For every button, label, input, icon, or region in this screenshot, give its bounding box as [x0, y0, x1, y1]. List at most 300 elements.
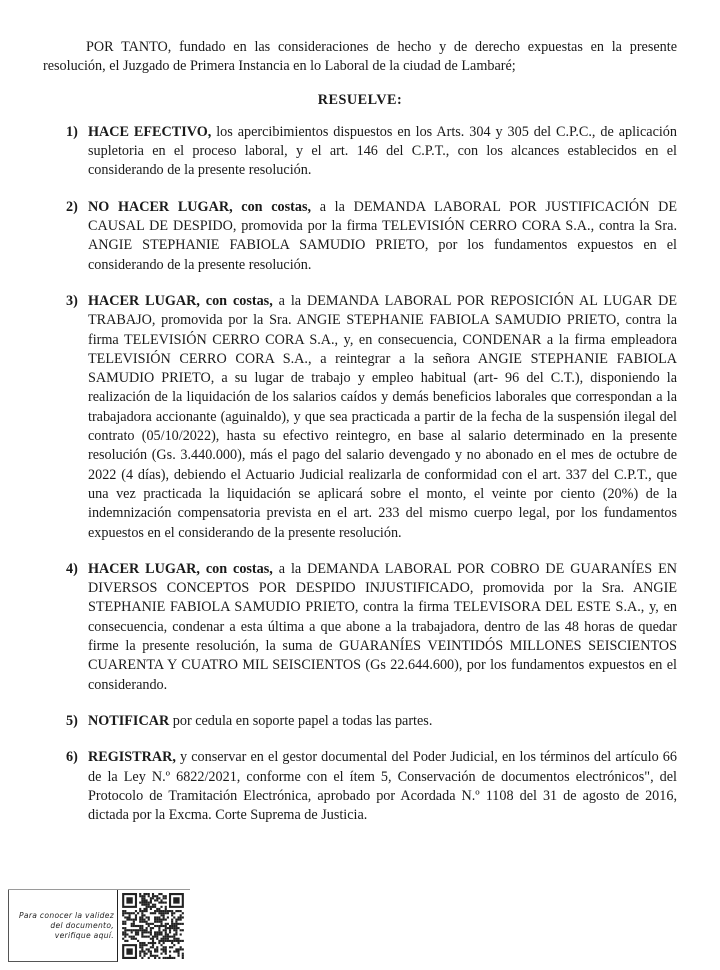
qr-module [169, 925, 171, 927]
qr-module [126, 919, 128, 921]
qr-module [171, 942, 173, 944]
qr-module [133, 919, 135, 921]
qr-module [141, 921, 143, 923]
qr-module [165, 923, 167, 925]
qr-module [137, 931, 139, 933]
resolution-item-4 [66, 560, 677, 695]
qr-module [141, 904, 143, 906]
qr-module [148, 902, 150, 904]
qr-module [124, 910, 126, 912]
item-text: a la DEMANDA LABORAL POR REPOSICIÓN AL LUGAR DE TRABAJO, promovida por la Sra. ANGIE STEPHANIE FABIOLA SAMUDIO PRIETO, contra la firma TELEVISIÓN CERRO CORA S.A., y, en consecuencia, CONDENAR a la firma empleadora TELEVISIÓN CERRO CORA S.A., a reintegrar a la señora ANGIE STEPHANIE FABIOLA SAMUDIO PRIETO, a su lugar de trabajo y empleo habitual (art- 96 del C.T.), disponiendo la realización de la liquidación de los salarios caídos y demás beneficios laborales que correspondan a la trabajadora accionante (aguinaldo), y que sea practicada a partir de la fecha de la suspensión ilegal del contrato (05/10/2022), hasta su efectivo reintegro, en base al salario determinado en la presente resolución (Gs. 3.440.000), más el pago del salario devengado y no abonado en el mes de octubre de 2022 (4 días), debiendo el Actuario Judicial realizarla de conformidad con el art. 337 del C.P.T., que una vez practicada la liquidación se aplicará sobre el monto, el veinte por ciento (20%) de la indemnización compensatoria prevista en el art. 233 del mismo cuerpo legal, por los fundamentos expuestos en el considerando de la presente resolución. [88, 292, 677, 541]
qr-module [175, 927, 177, 929]
qr-module [135, 919, 137, 921]
qr-finder-pattern [173, 897, 179, 903]
qr-module [135, 925, 137, 927]
resolution-item-3 [66, 292, 677, 543]
qr-module [160, 921, 162, 923]
qr-module [141, 927, 143, 929]
qr-module [158, 902, 160, 904]
qr-module [173, 929, 175, 931]
qr-module [165, 902, 167, 904]
qr-module [163, 895, 165, 897]
qr-module [146, 931, 148, 933]
qr-module [150, 906, 152, 908]
qr-module [146, 948, 148, 950]
qr-module [158, 931, 160, 933]
qr-module [175, 933, 177, 935]
qr-module [131, 936, 133, 938]
qr-module [143, 955, 145, 957]
qr-module [169, 955, 171, 957]
qr-module [143, 904, 145, 906]
qr-module [165, 927, 167, 929]
qr-module [150, 899, 152, 901]
qr-module [143, 895, 145, 897]
item-number: 6) [66, 749, 78, 766]
qr-module [165, 940, 167, 942]
qr-module [122, 938, 124, 940]
qr-module [148, 925, 150, 927]
qr-module [143, 897, 145, 899]
qr-module [156, 919, 158, 921]
qr-module [156, 899, 158, 901]
qr-module [180, 923, 182, 925]
qr-module [158, 957, 160, 959]
qr-module [152, 946, 154, 948]
qr-module [175, 948, 177, 950]
qr-module [124, 921, 126, 923]
resolution-item-1 [66, 123, 677, 181]
qr-module [180, 946, 182, 948]
qr-module [177, 923, 179, 925]
qr-module [156, 948, 158, 950]
qr-module [141, 902, 143, 904]
qr-module [133, 925, 135, 927]
qr-module [160, 912, 162, 914]
qr-module [156, 925, 158, 927]
qr-module [146, 916, 148, 918]
qr-module [171, 927, 173, 929]
qr-module [122, 927, 124, 929]
item-text: por cedula en soporte papel a todas las partes. [169, 712, 433, 729]
qr-module [160, 948, 162, 950]
qr-module [124, 940, 126, 942]
qr-module [148, 931, 150, 933]
qr-module [139, 929, 141, 931]
qr-module [167, 957, 169, 959]
qr-module [135, 929, 137, 931]
qr-module [165, 925, 167, 927]
qr-module [154, 950, 156, 952]
qr-module [141, 895, 143, 897]
qr-module [167, 938, 169, 940]
qr-module [175, 921, 177, 923]
qr-module [177, 916, 179, 918]
qr-module [139, 946, 141, 948]
qr-module [175, 929, 177, 931]
qr-module [137, 912, 139, 914]
qr-module [133, 929, 135, 931]
qr-module [169, 946, 171, 948]
qr-module [139, 944, 141, 946]
qr-module [173, 957, 175, 959]
qr-module [165, 950, 167, 952]
qr-module [171, 914, 173, 916]
qr-module [133, 912, 135, 914]
qr-module [152, 895, 154, 897]
qr-module [154, 942, 156, 944]
qr-module [160, 925, 162, 927]
qr-module [154, 948, 156, 950]
qr-module [182, 953, 184, 955]
item-text: a la DEMANDA LABORAL POR JUSTIFICACIÓN DE CAUSAL DE DESPIDO, promovida por la firma TELEVISIÓN CERRO CORA S.A., contra la Sra. ANGIE STEPHANIE FABIOLA SAMUDIO PRIETO, por los fundamentos expuestos en el considerando de la presente resolución. [88, 198, 677, 273]
qr-module [173, 936, 175, 938]
qr-module [169, 950, 171, 952]
qr-module [175, 938, 177, 940]
qr-module [146, 953, 148, 955]
qr-module [152, 906, 154, 908]
qr-module [139, 921, 141, 923]
resolution-item-2 [66, 198, 677, 275]
item-lead: REGISTRAR, [88, 749, 176, 766]
qr-module [175, 919, 177, 921]
qr-module [139, 927, 141, 929]
qr-module [160, 919, 162, 921]
qr-module [150, 946, 152, 948]
qr-module [173, 925, 175, 927]
qr-module [165, 936, 167, 938]
qr-module [175, 910, 177, 912]
qr-module [156, 897, 158, 899]
qr-module [135, 931, 137, 933]
qr-module [137, 929, 139, 931]
qr-module [124, 916, 126, 918]
qr-module [160, 938, 162, 940]
qr-module [180, 910, 182, 912]
qr-module [156, 931, 158, 933]
qr-module [160, 944, 162, 946]
item-lead: HACER LUGAR, con costas, [88, 560, 273, 577]
qr-module [173, 944, 175, 946]
qr-module [146, 921, 148, 923]
qr-module [139, 916, 141, 918]
qr-module [146, 929, 148, 931]
qr-module [139, 950, 141, 952]
qr-module [148, 919, 150, 921]
qr-module [150, 933, 152, 935]
verification-text-cell [8, 890, 118, 962]
qr-module [167, 923, 169, 925]
qr-module [150, 955, 152, 957]
qr-module [154, 936, 156, 938]
qr-module [124, 923, 126, 925]
qr-module [133, 921, 135, 923]
qr-module [171, 910, 173, 912]
qr-module [152, 923, 154, 925]
qr-module [160, 910, 162, 912]
qr-module [177, 927, 179, 929]
qr-module [165, 933, 167, 935]
qr-module [182, 957, 184, 959]
qr-module [148, 942, 150, 944]
qr-module [154, 931, 156, 933]
qr-code-icon[interactable] [122, 893, 184, 959]
qr-module [146, 927, 148, 929]
qr-module [165, 912, 167, 914]
qr-module [175, 923, 177, 925]
qr-module [160, 902, 162, 904]
qr-module [163, 914, 165, 916]
qr-module [152, 912, 154, 914]
qr-module [163, 925, 165, 927]
qr-module [156, 946, 158, 948]
qr-module [160, 940, 162, 942]
qr-module [165, 929, 167, 931]
qr-module [180, 919, 182, 921]
qr-module [156, 933, 158, 935]
qr-module [165, 953, 167, 955]
qr-module [158, 929, 160, 931]
qr-module [156, 895, 158, 897]
qr-module [137, 925, 139, 927]
qr-module [143, 944, 145, 946]
qr-module [156, 936, 158, 938]
qr-module [158, 916, 160, 918]
qr-module [167, 912, 169, 914]
qr-module [154, 899, 156, 901]
qr-module [163, 957, 165, 959]
qr-module [169, 940, 171, 942]
qr-module [143, 919, 145, 921]
qr-module [150, 938, 152, 940]
qr-module [150, 927, 152, 929]
qr-module [158, 919, 160, 921]
qr-module [163, 916, 165, 918]
qr-module [139, 953, 141, 955]
item-text: los apercibimientos dispuestos en los Arts. 304 y 305 del C.P.C., de aplicación supletoria en el proceso laboral, y el art. 146 del C.P.T., con los alcances establecidos en el considerando de la presente resolución. [88, 123, 677, 179]
qr-module [171, 921, 173, 923]
qr-module [124, 933, 126, 935]
qr-module [141, 912, 143, 914]
qr-module [141, 942, 143, 944]
qr-module [141, 931, 143, 933]
qr-module [131, 912, 133, 914]
qr-module [150, 950, 152, 952]
qr-module [139, 893, 141, 895]
qr-module [141, 944, 143, 946]
qr-module [171, 940, 173, 942]
verification-line-1: Para conocer la validez [18, 911, 114, 920]
qr-module [143, 899, 145, 901]
qr-module [143, 942, 145, 944]
qr-module [163, 938, 165, 940]
qr-module [167, 910, 169, 912]
qr-module [150, 953, 152, 955]
qr-module [124, 912, 126, 914]
item-number: 1) [66, 123, 78, 140]
qr-module [143, 921, 145, 923]
qr-module [146, 899, 148, 901]
qr-module [160, 933, 162, 935]
qr-module [154, 921, 156, 923]
item-lead: HACE EFECTIVO, [88, 123, 212, 140]
qr-module [148, 950, 150, 952]
qr-module [137, 940, 139, 942]
qr-module [122, 933, 124, 935]
qr-module [169, 927, 171, 929]
qr-module [158, 908, 160, 910]
qr-module [146, 902, 148, 904]
qr-module [135, 933, 137, 935]
qr-module [126, 933, 128, 935]
qr-module [126, 912, 128, 914]
qr-module [154, 957, 156, 959]
qr-module [182, 912, 184, 914]
qr-module [177, 940, 179, 942]
qr-module [163, 950, 165, 952]
qr-module [165, 948, 167, 950]
resolution-item-6 [66, 748, 677, 825]
qr-module [154, 912, 156, 914]
qr-module [175, 931, 177, 933]
qr-module [165, 908, 167, 910]
qr-module [158, 927, 160, 929]
qr-module [152, 927, 154, 929]
qr-module [133, 936, 135, 938]
qr-module [143, 908, 145, 910]
qr-module [182, 923, 184, 925]
qr-module [173, 927, 175, 929]
qr-module [158, 940, 160, 942]
qr-module [135, 910, 137, 912]
qr-module [182, 929, 184, 931]
qr-module [150, 902, 152, 904]
qr-module [148, 895, 150, 897]
qr-module [171, 925, 173, 927]
qr-module [158, 942, 160, 944]
qr-module [158, 910, 160, 912]
qr-module [180, 916, 182, 918]
qr-module [141, 950, 143, 952]
qr-module [160, 893, 162, 895]
qr-module [163, 897, 165, 899]
qr-module [158, 897, 160, 899]
qr-module [148, 904, 150, 906]
qr-module [158, 921, 160, 923]
qr-module [154, 904, 156, 906]
qr-module [148, 936, 150, 938]
item-number: 2) [66, 198, 78, 215]
qr-module [143, 893, 145, 895]
qr-module [139, 895, 141, 897]
qr-module [143, 936, 145, 938]
qr-finder-pattern [126, 897, 132, 903]
qr-module [171, 919, 173, 921]
qr-module [154, 895, 156, 897]
qr-module [148, 923, 150, 925]
qr-module [167, 916, 169, 918]
qr-module [163, 919, 165, 921]
qr-module [148, 906, 150, 908]
qr-module [173, 916, 175, 918]
qr-module [177, 910, 179, 912]
qr-module [163, 910, 165, 912]
qr-module [141, 925, 143, 927]
qr-module [139, 902, 141, 904]
qr-module [167, 936, 169, 938]
item-number: 4) [66, 560, 78, 577]
qr-module [122, 910, 124, 912]
qr-module [154, 955, 156, 957]
qr-module [154, 933, 156, 935]
qr-module [135, 914, 137, 916]
qr-module [150, 923, 152, 925]
qr-module [182, 940, 184, 942]
qr-module [124, 936, 126, 938]
qr-module [165, 906, 167, 908]
qr-module [163, 936, 165, 938]
qr-module [141, 933, 143, 935]
qr-module [146, 908, 148, 910]
qr-module [148, 916, 150, 918]
qr-module [137, 933, 139, 935]
qr-module [122, 921, 124, 923]
qr-module [139, 925, 141, 927]
verification-box [8, 889, 190, 962]
qr-module [141, 914, 143, 916]
qr-module [165, 957, 167, 959]
item-number: 5) [66, 712, 78, 729]
qr-module [152, 938, 154, 940]
qr-module [141, 936, 143, 938]
qr-module [129, 919, 131, 921]
qr-module [122, 923, 124, 925]
qr-module [135, 938, 137, 940]
qr-module [163, 948, 165, 950]
qr-module [154, 925, 156, 927]
qr-module [156, 908, 158, 910]
qr-module [169, 931, 171, 933]
qr-module [167, 940, 169, 942]
qr-module [146, 923, 148, 925]
qr-module [124, 931, 126, 933]
intro-paragraph: POR TANTO, fundado en las consideraciones de hecho y de derecho expuestas en la presente resolución, el Juzgado de Primera Instancia en lo Laboral de la ciudad de Lambaré; [43, 39, 677, 75]
qr-module [146, 906, 148, 908]
qr-module [129, 914, 131, 916]
qr-module [131, 938, 133, 940]
qr-module [156, 950, 158, 952]
qr-module [163, 940, 165, 942]
qr-module [139, 919, 141, 921]
qr-module [148, 893, 150, 895]
qr-module [141, 929, 143, 931]
qr-module [146, 910, 148, 912]
qr-module [152, 944, 154, 946]
qr-module [131, 931, 133, 933]
qr-module [156, 916, 158, 918]
qr-module [150, 942, 152, 944]
qr-module [180, 933, 182, 935]
qr-module [175, 950, 177, 952]
qr-module [152, 936, 154, 938]
verification-text [19, 911, 114, 941]
qr-module [160, 906, 162, 908]
qr-module [143, 953, 145, 955]
qr-module [156, 921, 158, 923]
qr-module [175, 925, 177, 927]
qr-module [165, 931, 167, 933]
item-text: a la DEMANDA LABORAL POR COBRO DE GUARANÍES EN DIVERSOS CONCEPTOS POR DESPIDO INJUSTIFICADO, promovida por la Sra. ANGIE STEPHANIE FABIOLA SAMUDIO PRIETO, contra la firma TELEVISORA DEL ESTE S.A., y, en consecuencia, condenar a esta última a que abone a la trabajadora, dentro de las 48 horas de quedar firme la presente resolución, la suma de GUARANÍES VEINTIDÓS MILLONES SEISCIENTOS CUARENTA Y CUATRO MIL SEISCIENTOS (Gs 22.644.600), por los fundamentos expuestos en el considerando. [88, 560, 677, 693]
